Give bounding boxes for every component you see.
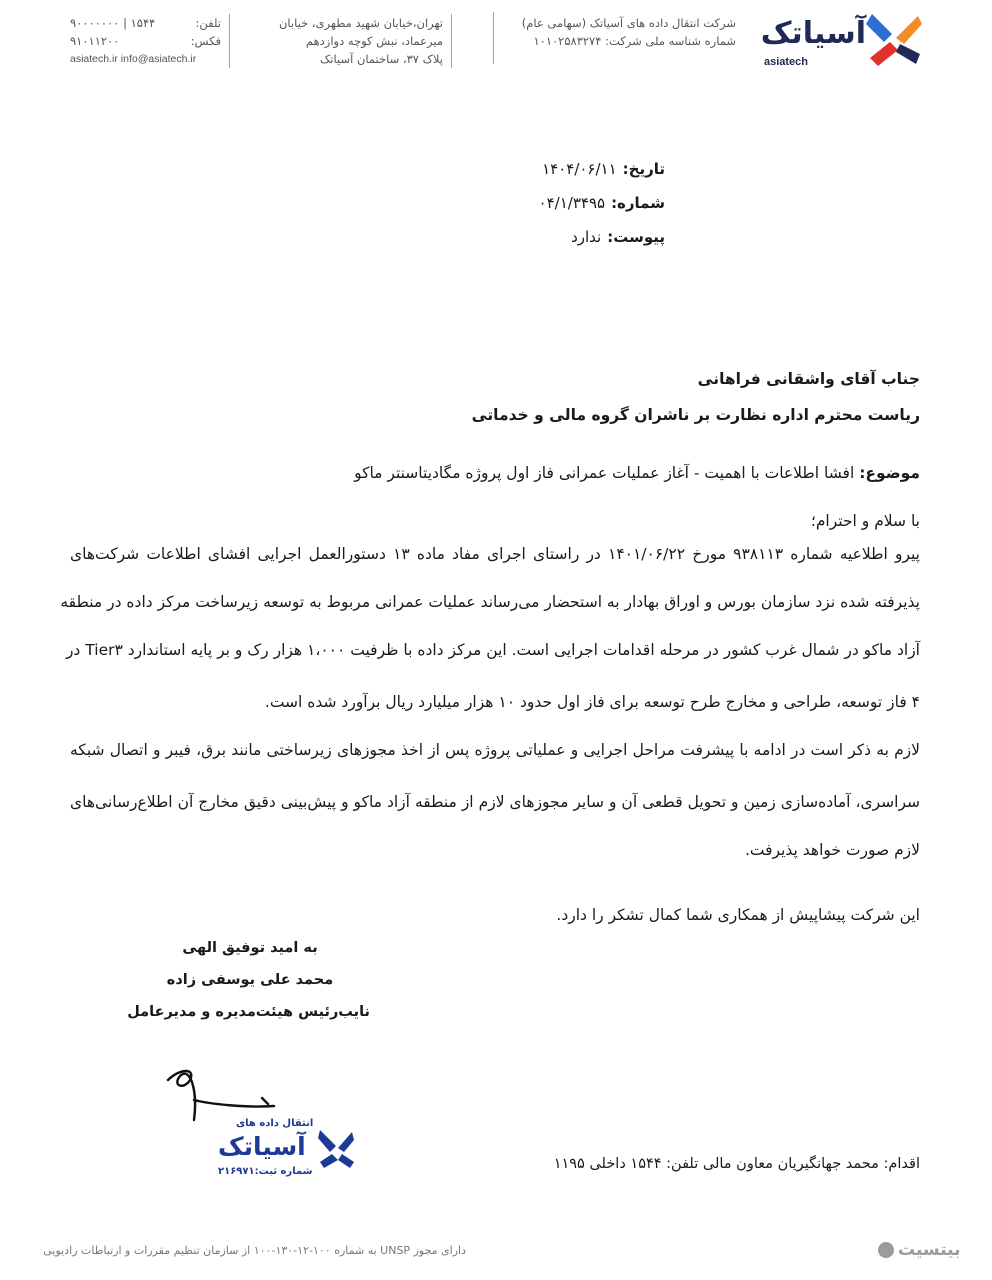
license-footer: دارای مجوز UNSP به شماره ۱۰۰-۱۲-۱۳۰-۱۰۰ از سازمان تنظیم مقررات و ارتباطات رادیویی <box>43 1244 466 1257</box>
company-national-id: شماره شناسه ملی شرکت: ۱۰۱۰۲۵۸۳۲۷۴ <box>533 34 736 48</box>
body-line: ۴ فاز توسعه، طراحی و مخارج طرح توسعه برای فاز اول حدود ۱۰ هزار میلیارد ریال برآورد شده است. <box>264 693 920 711</box>
watermark <box>878 1240 961 1260</box>
address-line: میرعماد، نبش کوچه دوازدهم <box>305 34 443 48</box>
number-label: شماره: <box>611 194 665 212</box>
stamp-wordmark: آسیاتک <box>218 1132 306 1161</box>
website-email: asiatech.ir info@asiatech.ir <box>70 53 197 65</box>
date-value: ۱۴۰۴/۰۶/۱۱ <box>542 160 617 178</box>
phone-row <box>70 14 221 32</box>
greeting: با سلام و احترام؛ <box>810 512 920 530</box>
fax-row <box>70 32 221 50</box>
subject-line <box>70 464 920 482</box>
watermark-text: بیتسیت <box>898 1240 961 1260</box>
phone-label: تلفن: <box>195 16 221 30</box>
watermark-logo-icon <box>878 1242 894 1258</box>
asiatech-x-icon <box>866 10 922 66</box>
phone-value: ۱۵۴۴ | ۹۰۰۰۰۰۰۰ <box>70 16 156 30</box>
address-line: تهران،خیابان شهید مطهری، خیابان <box>278 16 443 30</box>
body-line: پذیرفته شده نزد سازمان بورس و اوراق بهادار به استحضار می‌رساند عملیات عمرانی مربوط به توسعه زیرساخت مرکز داده در منطقه <box>60 593 920 611</box>
logo-subtext: asiatech <box>763 56 808 68</box>
company-stamp <box>212 1118 354 1190</box>
company-contact <box>70 14 230 68</box>
body-line: آزاد ماکو در شمال غرب کشور در مرحله اقدامات اجرایی است. این مرکز داده با ظرفیت ۱،۰۰۰ هزار رک و بر پایه استاندارد Tier۳ در <box>65 641 920 659</box>
attachment-value: ندارد <box>571 228 602 246</box>
recipient-title: ریاست محترم اداره نظارت بر ناشران گروه مالی و خدماتی <box>471 406 920 424</box>
action-line: اقدام: محمد جهانگیریان معاون مالی تلفن: ۱۵۴۴ داخلی ۱۱۹۵ <box>553 1156 920 1172</box>
body-line: لازم به ذکر است در ادامه با پیشرفت مراحل اجرایی و عملیاتی پروژه پس از اخذ مجوزهای زیرساختی مانند برق، فیبر و اتصال شبکه <box>70 741 920 759</box>
number-value: ۰۴/۱/۳۴۹۵ <box>538 194 606 212</box>
fax-value: ۹۱۰۱۱۲۰۰ <box>70 34 120 48</box>
date-label: تاریخ: <box>622 160 665 178</box>
signatory-title: نایب‌رئیس هیئت‌مدیره و مدیرعامل <box>127 1004 370 1020</box>
subject-label: موضوع: <box>859 464 920 482</box>
fax-label: فکس: <box>190 34 221 48</box>
signature-salutation: به امید توفیق الهی <box>182 940 318 956</box>
date-row <box>542 160 665 178</box>
stamp-caption: انتقال داده های <box>236 1118 314 1129</box>
closing-line: این شرکت پیشاپیش از همکاری شما کمال تشکر را دارد. <box>556 906 920 924</box>
number-row <box>539 194 665 212</box>
signatory-name: محمد علی یوسفی زاده <box>166 972 334 988</box>
body-line: لازم صورت خواهد پذیرفت. <box>744 841 920 859</box>
recipient-name: جناب آقای واشقانی فراهانی <box>697 370 920 388</box>
company-name: شرکت انتقال داده های آسیاتک (سهامی عام) <box>521 16 736 30</box>
logo-wordmark: آسیاتک <box>760 16 866 51</box>
attachment-row <box>571 228 665 246</box>
subject-text: افشا اطلاعات با اهمیت - آغاز عملیات عمرانی فاز اول پروژه مگادیتاسنتر ماکو <box>354 464 855 482</box>
letterhead <box>0 0 992 86</box>
header-divider <box>493 12 494 64</box>
company-info <box>496 14 736 50</box>
body-line: سراسری، آماده‌سازی زمین و تحویل قطعی آن و سایر مجوزهای لازم از منطقه آزاد ماکو و پیش‌بینی دقیق مخارج آن اطلاع‌رسانی‌های <box>70 793 920 811</box>
asiatech-logo <box>762 10 922 72</box>
stamp-registration: شماره ثبت:۲۱۶۹۷۱ <box>218 1166 313 1177</box>
attachment-label: پیوست: <box>607 228 665 246</box>
company-address <box>262 14 452 68</box>
address-line: پلاک ۳۷، ساختمان آسیاتک <box>319 52 443 66</box>
body-line: پیرو اطلاعیه شماره ۹۳۸۱۱۳ مورخ ۱۴۰۱/۰۶/۲۲ در راستای اجرای مفاد ماده ۱۳ دستورالعمل اجرایی افشای اطلاعات شرکت‌های <box>70 545 920 563</box>
